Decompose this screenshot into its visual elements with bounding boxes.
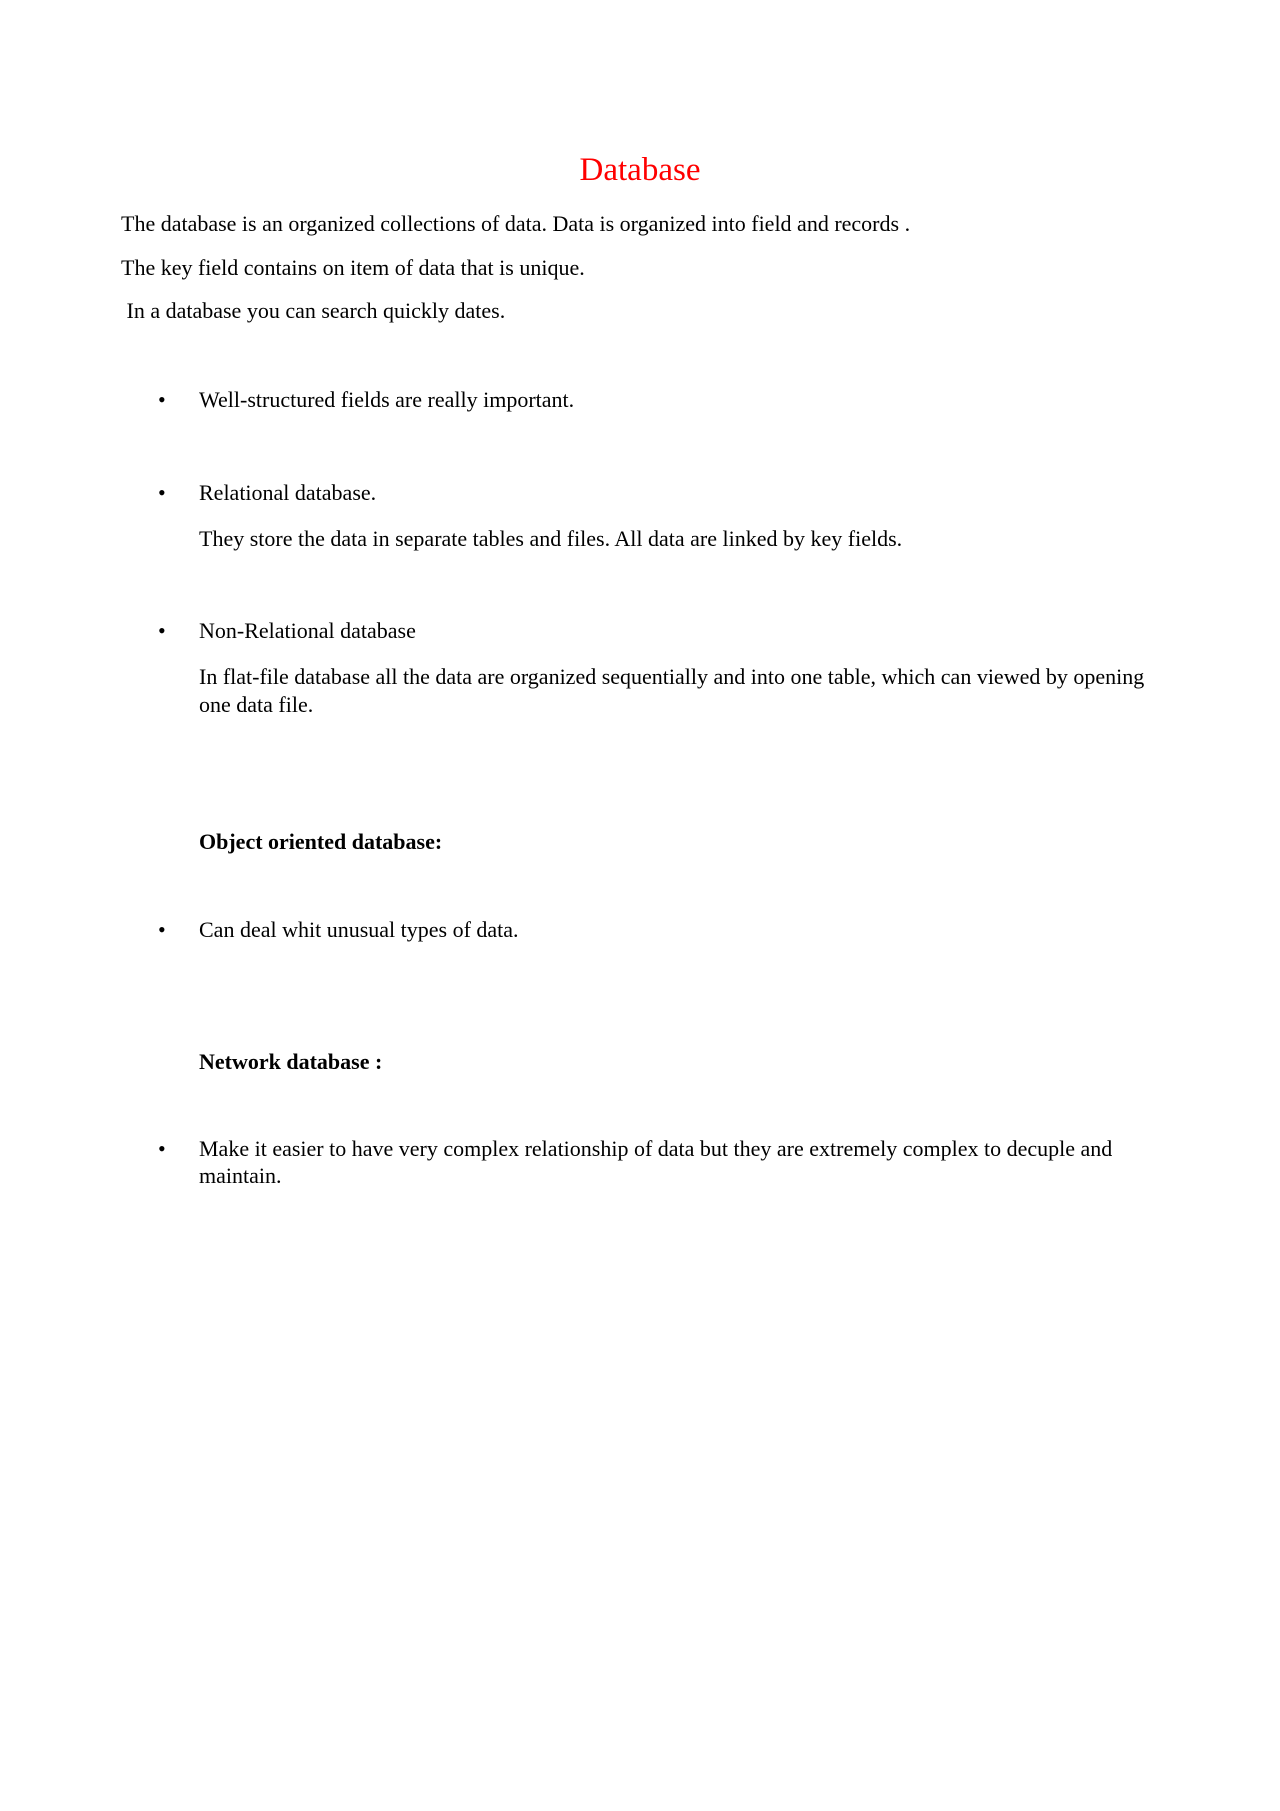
bullet-marker: • [158,917,166,942]
bullet-marker: • [158,1136,166,1161]
bullet-network: Make it easier to have very complex relationship of data but they are extremely complex to decuple and maintain. [199,1136,1113,1188]
bullet-well-structured: Well-structured fields are really important. [199,387,575,412]
bullet-object-oriented: Can deal whit unusual types of data. [199,917,519,942]
bullet-relational: Relational database. [199,480,377,505]
bullet-marker: • [158,618,166,643]
relational-description: They store the data in separate tables and files. All data are linked by key fields. [199,526,903,551]
intro-line-2: The key field contains on item of data that is unique. [121,255,585,280]
bullet-marker: • [158,387,166,412]
non-relational-description: In flat-file database all the data are organized sequentially and into one table, which can viewed by opening one data file. [199,664,1145,717]
bullet-marker: • [158,480,166,505]
intro-line-1: The database is an organized collections of data. Data is organized into field and records . [121,211,911,236]
object-oriented-heading: Object oriented database: [199,829,443,854]
network-heading: Network database : [199,1049,383,1074]
document-title: Database [579,152,701,188]
bullet-non-relational: Non-Relational database [199,618,416,643]
intro-line-3: In a database you can search quickly dates. [121,298,506,323]
